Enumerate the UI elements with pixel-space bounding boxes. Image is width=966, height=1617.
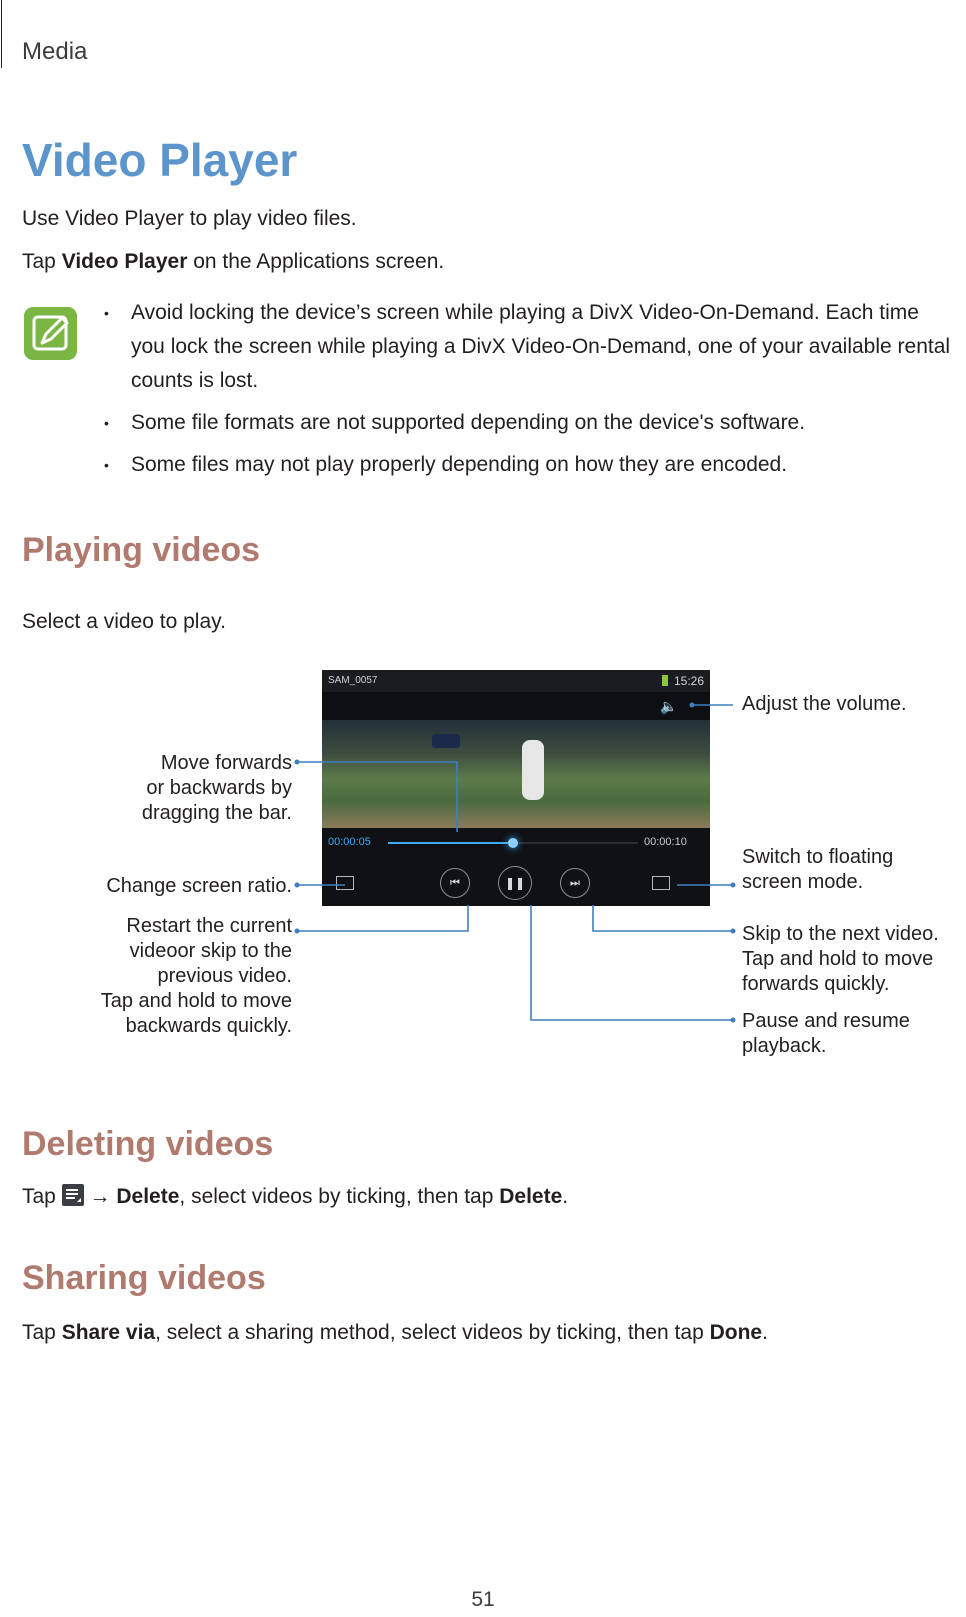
- note-item: • Some files may not play properly depending on how they are encoded.: [104, 453, 788, 476]
- sharing-videos-heading: Sharing videos: [22, 1259, 266, 1297]
- note-item: • Avoid locking the device’s screen while playing a DivX Video-On-Demand. Each time you lock the screen while playing a DivX Video-On-Demand, one of your available rental counts is lost.: [104, 301, 951, 392]
- elapsed-time: 00:00:05: [328, 836, 371, 848]
- battery-icon: [662, 675, 668, 686]
- notes-list: [104, 296, 954, 490]
- callout-next: Skip to the next video. Tap and hold to move forwards quickly.: [742, 923, 939, 995]
- video-player-app-name: Video Player: [61, 250, 188, 273]
- page-title: Video Player: [22, 134, 298, 186]
- screen-ratio-icon[interactable]: [336, 876, 354, 890]
- video-filename: SAM_0057: [328, 675, 378, 686]
- page-number: 51: [471, 1588, 495, 1611]
- intro-instruction: Tap Video Player on the Applications screen.: [22, 250, 445, 273]
- playing-videos-heading: Playing videos: [22, 531, 261, 569]
- note-icon: [24, 307, 77, 360]
- player-figure: [522, 740, 544, 800]
- next-icon[interactable]: ⏭: [560, 868, 590, 898]
- note-item: • Some file formats are not supported depending on the device's software.: [104, 411, 806, 434]
- fsn-logo: [432, 734, 460, 748]
- callout-pause: Pause and resume playback.: [742, 1010, 910, 1057]
- deleting-videos-text: Tap → Delete, select videos by ticking, then tap Delete.: [22, 1185, 569, 1208]
- callout-restart: Restart the current videoor skip to the previous video. Tap and hold to move backwards quickly.: [100, 915, 292, 1037]
- callout-volume: Adjust the volume.: [742, 693, 907, 715]
- video-frame: [322, 720, 710, 828]
- seek-handle[interactable]: [508, 838, 518, 848]
- intro-text: Use Video Player to play video files.: [22, 207, 357, 230]
- callout-floating: Switch to floating screen mode.: [742, 846, 894, 893]
- callout-seek: Move forwards or backwards by dragging the bar.: [141, 752, 292, 824]
- seek-progress: [388, 842, 513, 844]
- previous-icon[interactable]: ⏮: [440, 868, 470, 898]
- header-rule: [1, 0, 2, 68]
- section-label: Media: [22, 38, 88, 65]
- playing-videos-text: Select a video to play.: [22, 610, 226, 633]
- deleting-videos-heading: Deleting videos: [22, 1125, 274, 1163]
- pause-icon[interactable]: ❚❚: [498, 866, 532, 900]
- sharing-videos-text: Tap Share via, select a sharing method, select videos by ticking, then tap Done.: [22, 1321, 768, 1344]
- clock: 15:26: [674, 674, 705, 688]
- video-player-screenshot: [322, 670, 710, 906]
- floating-screen-icon[interactable]: [652, 876, 670, 890]
- controls-panel: [322, 828, 710, 906]
- callout-ratio: Change screen ratio.: [106, 875, 292, 897]
- menu-icon: [62, 1184, 84, 1206]
- total-time: 00:00:10: [644, 836, 687, 848]
- status-bar: [322, 670, 710, 692]
- volume-icon[interactable]: 🔈: [660, 698, 678, 714]
